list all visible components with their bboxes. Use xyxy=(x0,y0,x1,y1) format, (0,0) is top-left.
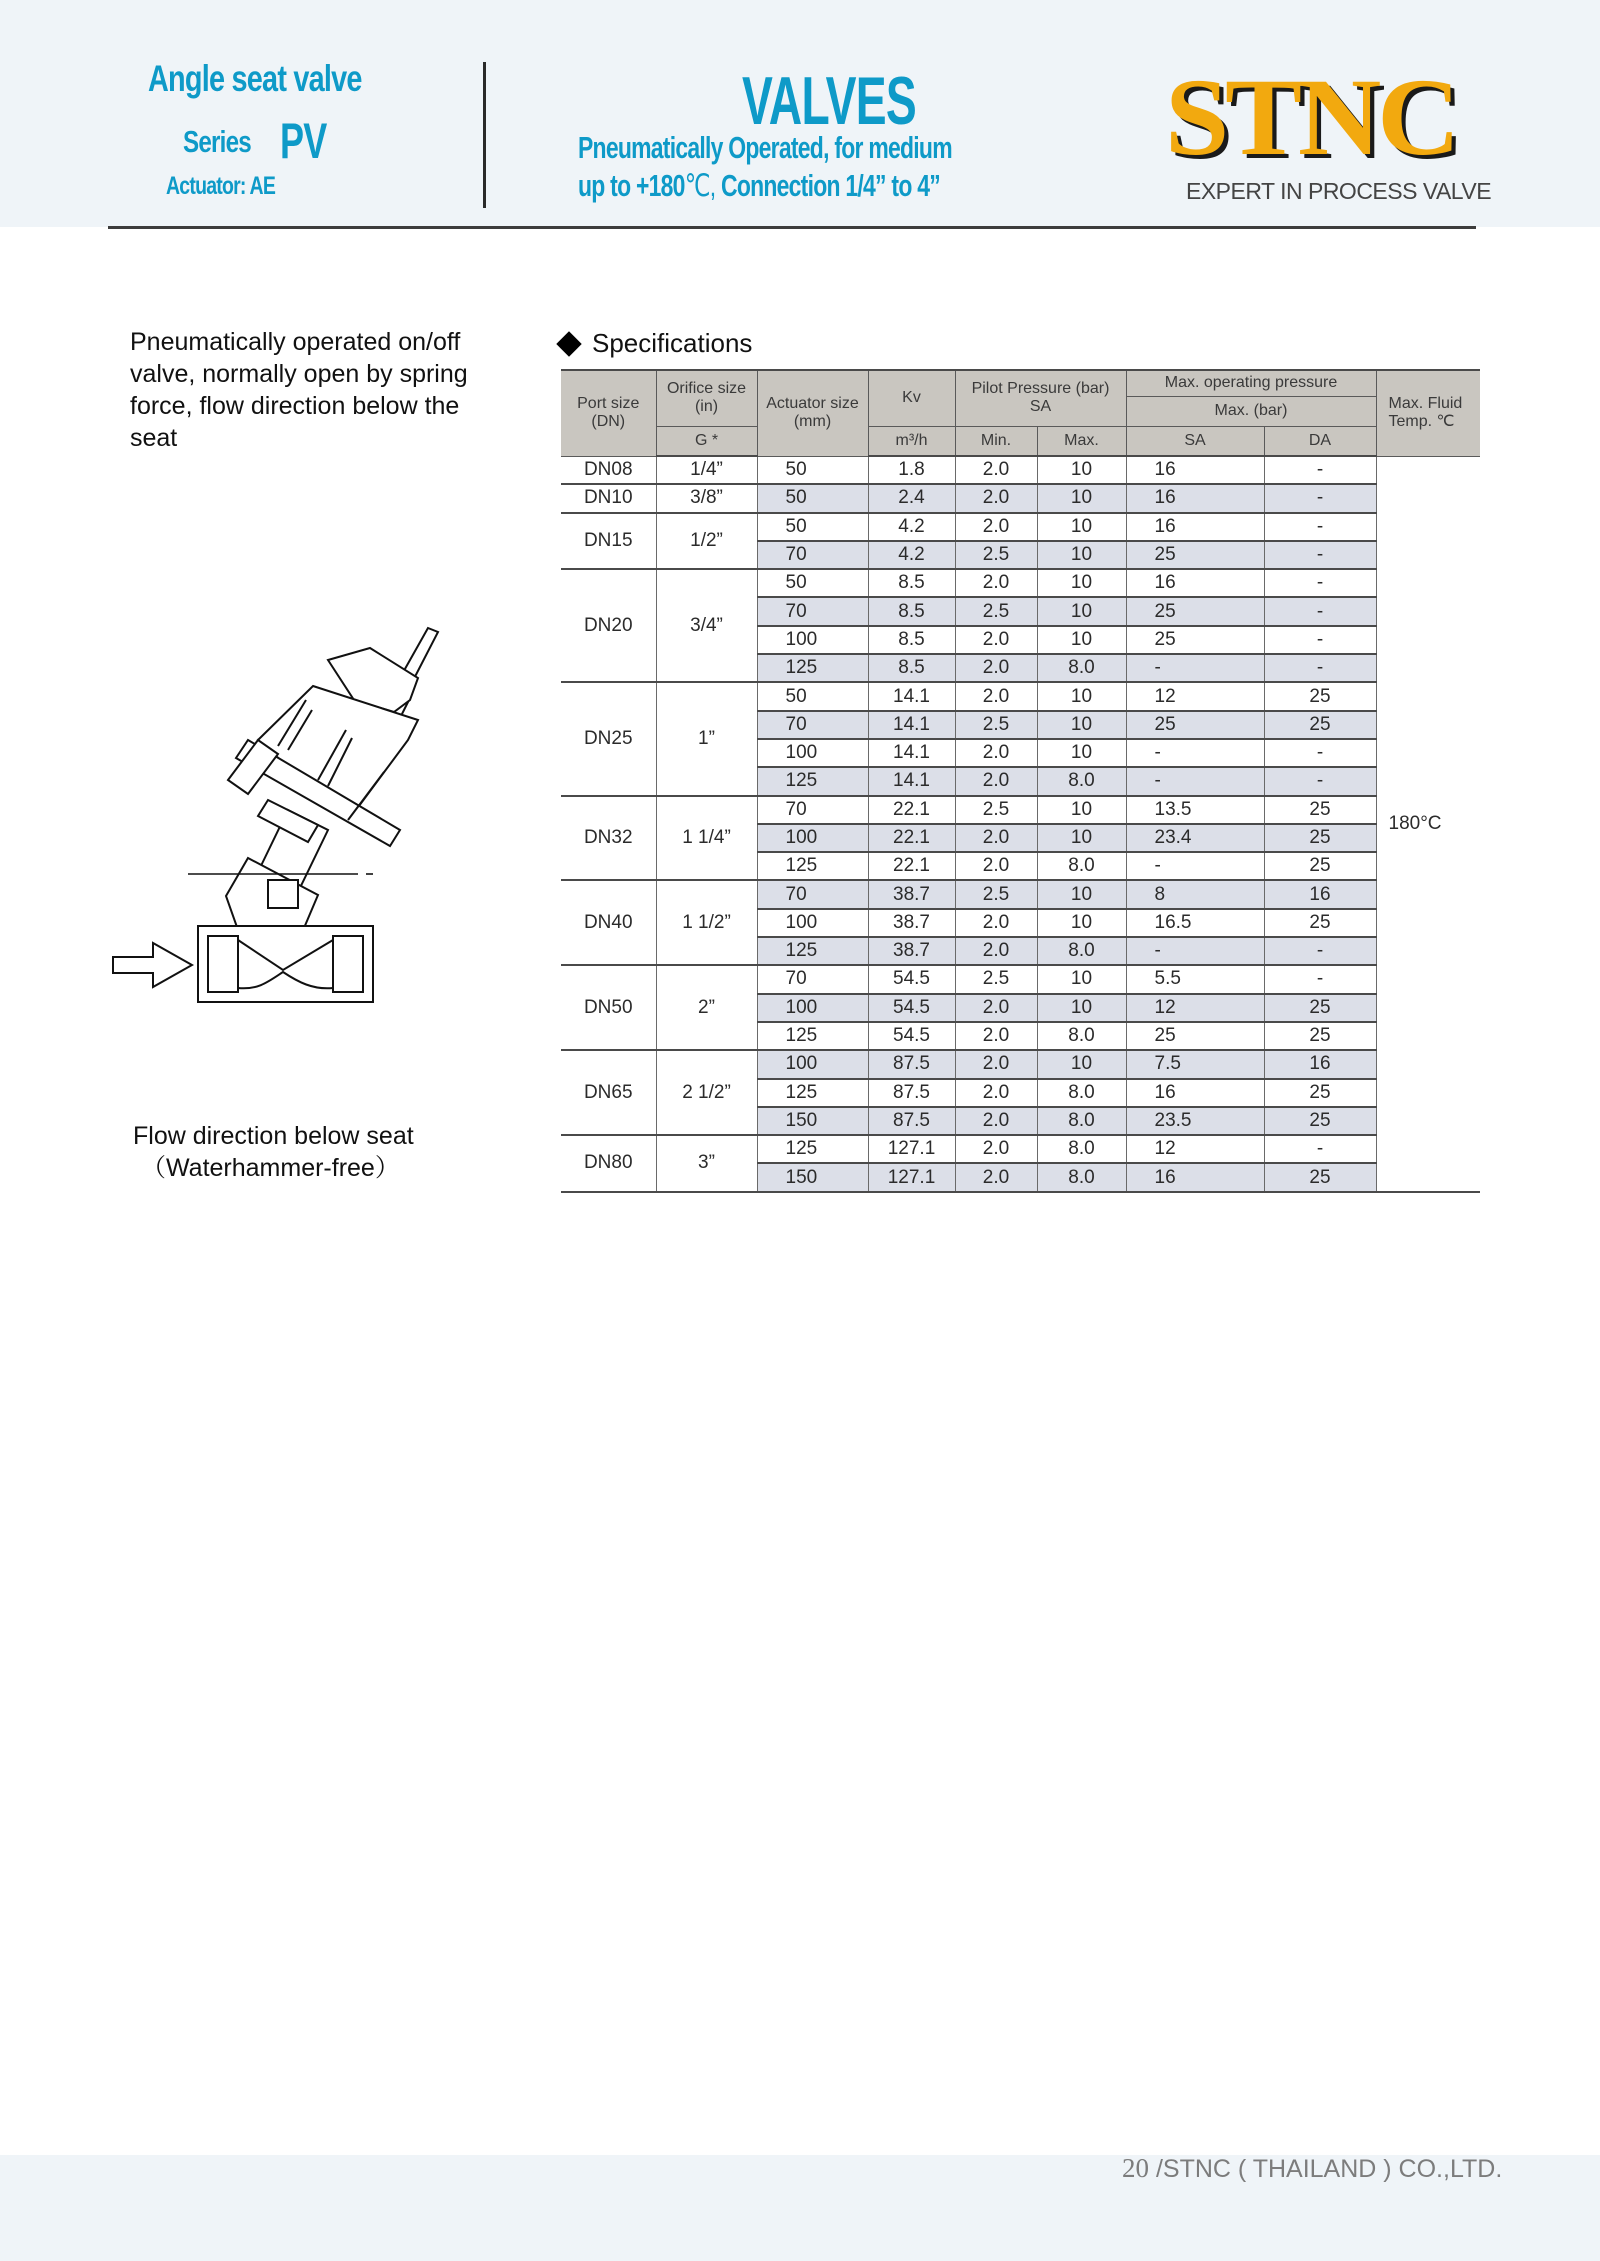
kv-cell: 38.7 xyxy=(868,909,955,937)
actuator-size-cell: 100 xyxy=(757,626,868,654)
kv-cell: 14.1 xyxy=(868,739,955,767)
table-row xyxy=(561,880,1480,908)
pilot-min-cell: 2.0 xyxy=(955,1135,1037,1163)
op-da-cell: - xyxy=(1264,513,1376,541)
actuator-size-cell: 50 xyxy=(757,484,868,512)
op-da-cell: 25 xyxy=(1264,1163,1376,1191)
pilot-min-cell: 2.5 xyxy=(955,541,1037,569)
port-size-cell: DN65 xyxy=(561,1050,656,1135)
pilot-min-cell: 2.0 xyxy=(955,994,1037,1022)
pilot-max-cell: 10 xyxy=(1037,682,1126,710)
pilot-min-cell: 2.0 xyxy=(955,767,1037,795)
op-da-cell: - xyxy=(1264,541,1376,569)
pilot-min-cell: 2.0 xyxy=(955,1050,1037,1078)
pilot-min-cell: 2.5 xyxy=(955,796,1037,824)
kv-cell: 14.1 xyxy=(868,767,955,795)
port-size-cell: DN80 xyxy=(561,1135,656,1192)
op-sa-cell: 25 xyxy=(1126,597,1264,625)
pilot-max-cell: 10 xyxy=(1037,597,1126,625)
port-size-cell: DN40 xyxy=(561,880,656,965)
port-size-cell: DN10 xyxy=(561,484,656,512)
op-sa-cell: 5.5 xyxy=(1126,965,1264,993)
col-port-size: Port size (DN) xyxy=(561,370,656,456)
pilot-max-cell: 10 xyxy=(1037,880,1126,908)
port-size-cell: DN32 xyxy=(561,796,656,881)
kv-cell: 38.7 xyxy=(868,937,955,965)
kv-cell: 54.5 xyxy=(868,1022,955,1050)
op-sa-cell: 8 xyxy=(1126,880,1264,908)
pilot-max-cell: 10 xyxy=(1037,541,1126,569)
pilot-min-cell: 2.0 xyxy=(955,1163,1037,1191)
pilot-max-cell: 10 xyxy=(1037,909,1126,937)
actuator-size-cell: 125 xyxy=(757,1135,868,1163)
orifice-size-cell: 2 1/2” xyxy=(656,1050,757,1135)
op-sa-cell: 25 xyxy=(1126,1022,1264,1050)
op-da-cell: 25 xyxy=(1264,682,1376,710)
specifications-table xyxy=(561,369,1480,1193)
kv-cell: 127.1 xyxy=(868,1135,955,1163)
kv-cell: 1.8 xyxy=(868,456,955,484)
pilot-max-cell: 8.0 xyxy=(1037,1135,1126,1163)
pilot-min-cell: 2.0 xyxy=(955,1022,1037,1050)
pilot-min-cell: 2.5 xyxy=(955,597,1037,625)
port-size-cell: DN15 xyxy=(561,513,656,570)
orifice-size-cell: 3/8” xyxy=(656,484,757,512)
kv-cell: 22.1 xyxy=(868,852,955,880)
diamond-bullet-icon xyxy=(556,331,581,356)
actuator-size-cell: 125 xyxy=(757,937,868,965)
pilot-max-cell: 8.0 xyxy=(1037,1022,1126,1050)
brand-tagline: EXPERT IN PROCESS VALVE xyxy=(1186,178,1492,204)
pilot-max-cell: 8.0 xyxy=(1037,1107,1126,1135)
op-sa-cell: - xyxy=(1126,767,1264,795)
op-sa-cell: 16 xyxy=(1126,569,1264,597)
pilot-min-cell: 2.0 xyxy=(955,484,1037,512)
port-size-cell: DN50 xyxy=(561,965,656,1050)
max-fluid-temp-cell: 180°C xyxy=(1376,456,1480,1192)
op-da-cell: - xyxy=(1264,569,1376,597)
op-sa-cell: - xyxy=(1126,937,1264,965)
op-da-cell: 25 xyxy=(1264,796,1376,824)
actuator-size-cell: 100 xyxy=(757,824,868,852)
pilot-min-cell: 2.0 xyxy=(955,937,1037,965)
op-sa-cell: 16 xyxy=(1126,1163,1264,1191)
subtitle-unit: ℃, xyxy=(684,168,716,203)
pilot-max-cell: 8.0 xyxy=(1037,654,1126,682)
pilot-min-cell: 2.5 xyxy=(955,711,1037,739)
brand-logo: STNC xyxy=(1165,56,1457,178)
op-sa-cell: 23.5 xyxy=(1126,1107,1264,1135)
col-max-bar: Max. (bar) xyxy=(1126,396,1376,426)
product-title: Angle seat valve xyxy=(148,58,362,99)
col-max-operating: Max. operating pressure xyxy=(1126,370,1376,396)
port-size-cell: DN25 xyxy=(561,682,656,795)
series-code: PV xyxy=(280,113,327,169)
op-sa-cell: 16.5 xyxy=(1126,909,1264,937)
col-kv-unit: m³/h xyxy=(868,426,955,456)
pilot-min-cell: 2.0 xyxy=(955,1079,1037,1107)
pilot-max-cell: 8.0 xyxy=(1037,1079,1126,1107)
op-da-cell: - xyxy=(1264,456,1376,484)
actuator-size-cell: 100 xyxy=(757,739,868,767)
actuator-size-cell: 125 xyxy=(757,1022,868,1050)
pilot-max-cell: 10 xyxy=(1037,1050,1126,1078)
pilot-max-cell: 10 xyxy=(1037,711,1126,739)
specifications-title: Specifications xyxy=(592,328,753,358)
table-row xyxy=(561,1050,1480,1078)
orifice-size-cell: 1 1/4” xyxy=(656,796,757,881)
actuator-size-cell: 125 xyxy=(757,767,868,795)
actuator-size-cell: 70 xyxy=(757,711,868,739)
op-sa-cell: 16 xyxy=(1126,1079,1264,1107)
orifice-size-cell: 1” xyxy=(656,682,757,795)
pilot-max-cell: 10 xyxy=(1037,739,1126,767)
actuator-size-cell: 100 xyxy=(757,909,868,937)
kv-cell: 54.5 xyxy=(868,994,955,1022)
actuator-size-cell: 70 xyxy=(757,597,868,625)
kv-cell: 4.2 xyxy=(868,541,955,569)
table-row xyxy=(561,796,1480,824)
op-sa-cell: - xyxy=(1126,852,1264,880)
orifice-size-cell: 1/4” xyxy=(656,456,757,484)
pilot-min-cell: 2.5 xyxy=(955,880,1037,908)
actuator-label: Actuator: AE xyxy=(166,172,276,200)
op-da-cell: - xyxy=(1264,965,1376,993)
category-title: VALVES xyxy=(742,63,917,139)
actuator-size-cell: 125 xyxy=(757,1079,868,1107)
actuator-size-cell: 125 xyxy=(757,852,868,880)
page-number: 20 xyxy=(1122,2153,1149,2183)
col-op-sa: SA xyxy=(1126,426,1264,456)
pilot-min-cell: 2.0 xyxy=(955,569,1037,597)
col-actuator-size: Actuator size (mm) xyxy=(757,370,868,456)
pilot-min-cell: 2.0 xyxy=(955,909,1037,937)
kv-cell: 2.4 xyxy=(868,484,955,512)
table-row xyxy=(561,965,1480,993)
pilot-max-cell: 8.0 xyxy=(1037,852,1126,880)
kv-cell: 87.5 xyxy=(868,1079,955,1107)
kv-cell: 14.1 xyxy=(868,711,955,739)
col-pilot-max: Max. xyxy=(1037,426,1126,456)
op-sa-cell: 25 xyxy=(1126,626,1264,654)
table-row xyxy=(561,682,1480,710)
subtitle-temp: up to +180 xyxy=(578,168,685,203)
kv-cell: 22.1 xyxy=(868,796,955,824)
op-da-cell: 25 xyxy=(1264,994,1376,1022)
actuator-size-cell: 150 xyxy=(757,1163,868,1191)
col-op-da: DA xyxy=(1264,426,1376,456)
pilot-min-cell: 2.5 xyxy=(955,965,1037,993)
pilot-max-cell: 10 xyxy=(1037,796,1126,824)
op-sa-cell: 7.5 xyxy=(1126,1050,1264,1078)
pilot-min-cell: 2.0 xyxy=(955,1107,1037,1135)
col-max-fluid-temp: Max. Fluid Temp. ℃ xyxy=(1376,370,1480,456)
pilot-max-cell: 10 xyxy=(1037,513,1126,541)
kv-cell: 38.7 xyxy=(868,880,955,908)
flow-arrow-icon xyxy=(113,943,192,987)
table-row xyxy=(561,484,1480,512)
op-da-cell: 25 xyxy=(1264,824,1376,852)
series-label: Series xyxy=(183,124,251,159)
pilot-max-cell: 10 xyxy=(1037,484,1126,512)
col-kv: Kv xyxy=(868,370,955,426)
kv-cell: 87.5 xyxy=(868,1050,955,1078)
orifice-size-cell: 3/4” xyxy=(656,569,757,682)
actuator-size-cell: 70 xyxy=(757,541,868,569)
op-da-cell: 25 xyxy=(1264,852,1376,880)
kv-cell: 127.1 xyxy=(868,1163,955,1191)
actuator-size-cell: 70 xyxy=(757,965,868,993)
op-sa-cell: 25 xyxy=(1126,541,1264,569)
pilot-max-cell: 8.0 xyxy=(1037,767,1126,795)
table-row xyxy=(561,456,1480,484)
op-da-cell: - xyxy=(1264,597,1376,625)
kv-cell: 22.1 xyxy=(868,824,955,852)
caption-line1: Flow direction below seat xyxy=(133,1122,414,1150)
op-sa-cell: 25 xyxy=(1126,711,1264,739)
category-subtitle-line2 xyxy=(578,168,940,204)
specifications-heading xyxy=(556,328,752,359)
kv-cell: 14.1 xyxy=(868,682,955,710)
kv-cell: 54.5 xyxy=(868,965,955,993)
table-row xyxy=(561,513,1480,541)
actuator-size-cell: 50 xyxy=(757,569,868,597)
pilot-min-cell: 2.0 xyxy=(955,626,1037,654)
pilot-pressure-label: Pilot Pressure (bar) xyxy=(971,380,1110,398)
op-da-cell: - xyxy=(1264,626,1376,654)
orifice-size-cell: 1/2” xyxy=(656,513,757,570)
op-sa-cell: 13.5 xyxy=(1126,796,1264,824)
port-size-cell: DN20 xyxy=(561,569,656,682)
kv-cell: 8.5 xyxy=(868,654,955,682)
kv-cell: 4.2 xyxy=(868,513,955,541)
actuator-size-cell: 150 xyxy=(757,1107,868,1135)
op-da-cell: 25 xyxy=(1264,1107,1376,1135)
footer xyxy=(1122,2153,1502,2184)
kv-cell: 8.5 xyxy=(868,597,955,625)
pilot-max-cell: 10 xyxy=(1037,626,1126,654)
op-sa-cell: 16 xyxy=(1126,513,1264,541)
col-pilot-min: Min. xyxy=(955,426,1037,456)
op-sa-cell: 23.4 xyxy=(1126,824,1264,852)
op-da-cell: 25 xyxy=(1264,1079,1376,1107)
op-da-cell: 16 xyxy=(1264,1050,1376,1078)
actuator-size-cell: 125 xyxy=(757,654,868,682)
valve-body-icon xyxy=(198,926,373,1002)
pilot-max-cell: 8.0 xyxy=(1037,937,1126,965)
actuator-size-cell: 100 xyxy=(757,994,868,1022)
category-subtitle-line1: Pneumatically Operated, for medium xyxy=(578,130,952,165)
op-da-cell: - xyxy=(1264,654,1376,682)
actuator-size-cell: 70 xyxy=(757,796,868,824)
orifice-size-cell: 2” xyxy=(656,965,757,1050)
pilot-max-cell: 10 xyxy=(1037,994,1126,1022)
op-da-cell: 25 xyxy=(1264,1022,1376,1050)
op-da-cell: - xyxy=(1264,937,1376,965)
header-divider xyxy=(483,62,486,208)
op-sa-cell: - xyxy=(1126,654,1264,682)
pilot-max-cell: 10 xyxy=(1037,569,1126,597)
pilot-min-cell: 2.0 xyxy=(955,852,1037,880)
actuator-size-cell: 70 xyxy=(757,880,868,908)
op-da-cell: 16 xyxy=(1264,880,1376,908)
pilot-max-cell: 10 xyxy=(1037,456,1126,484)
kv-cell: 8.5 xyxy=(868,626,955,654)
pilot-min-cell: 2.0 xyxy=(955,682,1037,710)
actuator-size-cell: 50 xyxy=(757,456,868,484)
kv-cell: 87.5 xyxy=(868,1107,955,1135)
pilot-min-cell: 2.0 xyxy=(955,739,1037,767)
pilot-max-cell: 10 xyxy=(1037,965,1126,993)
orifice-size-cell: 3” xyxy=(656,1135,757,1192)
op-da-cell: - xyxy=(1264,767,1376,795)
pilot-max-cell: 8.0 xyxy=(1037,1163,1126,1191)
op-sa-cell: 12 xyxy=(1126,682,1264,710)
pilot-sa-label: SA xyxy=(1029,398,1052,416)
diagram-caption xyxy=(133,1120,414,1184)
pilot-min-cell: 2.0 xyxy=(955,513,1037,541)
table-row xyxy=(561,569,1480,597)
op-da-cell: - xyxy=(1264,484,1376,512)
table-row xyxy=(561,1135,1480,1163)
col-orifice-unit: G * xyxy=(656,426,757,456)
subtitle-connection: Connection 1/4” to 4” xyxy=(715,168,940,203)
port-size-cell: DN08 xyxy=(561,456,656,484)
pilot-min-cell: 2.0 xyxy=(955,654,1037,682)
actuator-size-cell: 100 xyxy=(757,1050,868,1078)
valve-diagram xyxy=(108,610,558,1020)
actuator-body-icon xyxy=(228,648,418,846)
col-pilot-pressure xyxy=(955,370,1126,426)
op-da-cell: 25 xyxy=(1264,711,1376,739)
actuator-size-cell: 50 xyxy=(757,682,868,710)
op-sa-cell: - xyxy=(1126,739,1264,767)
pilot-min-cell: 2.0 xyxy=(955,456,1037,484)
op-da-cell: - xyxy=(1264,739,1376,767)
op-sa-cell: 16 xyxy=(1126,484,1264,512)
kv-cell: 8.5 xyxy=(868,569,955,597)
orifice-size-cell: 1 1/2” xyxy=(656,880,757,965)
op-sa-cell: 16 xyxy=(1126,456,1264,484)
op-da-cell: - xyxy=(1264,1135,1376,1163)
product-description: Pneumatically operated on/off valve, normally open by spring force, flow direction below the seat xyxy=(130,328,468,452)
pilot-min-cell: 2.0 xyxy=(955,824,1037,852)
op-sa-cell: 12 xyxy=(1126,1135,1264,1163)
op-sa-cell: 12 xyxy=(1126,994,1264,1022)
op-da-cell: 25 xyxy=(1264,909,1376,937)
caption-line2: （Waterhammer-free） xyxy=(141,1154,400,1182)
pilot-max-cell: 10 xyxy=(1037,824,1126,852)
header-rule xyxy=(108,226,1476,229)
actuator-size-cell: 50 xyxy=(757,513,868,541)
footer-company: /STNC ( THAILAND ) CO.,LTD. xyxy=(1149,2155,1503,2183)
col-orifice-size: Orifice size (in) xyxy=(656,370,757,426)
